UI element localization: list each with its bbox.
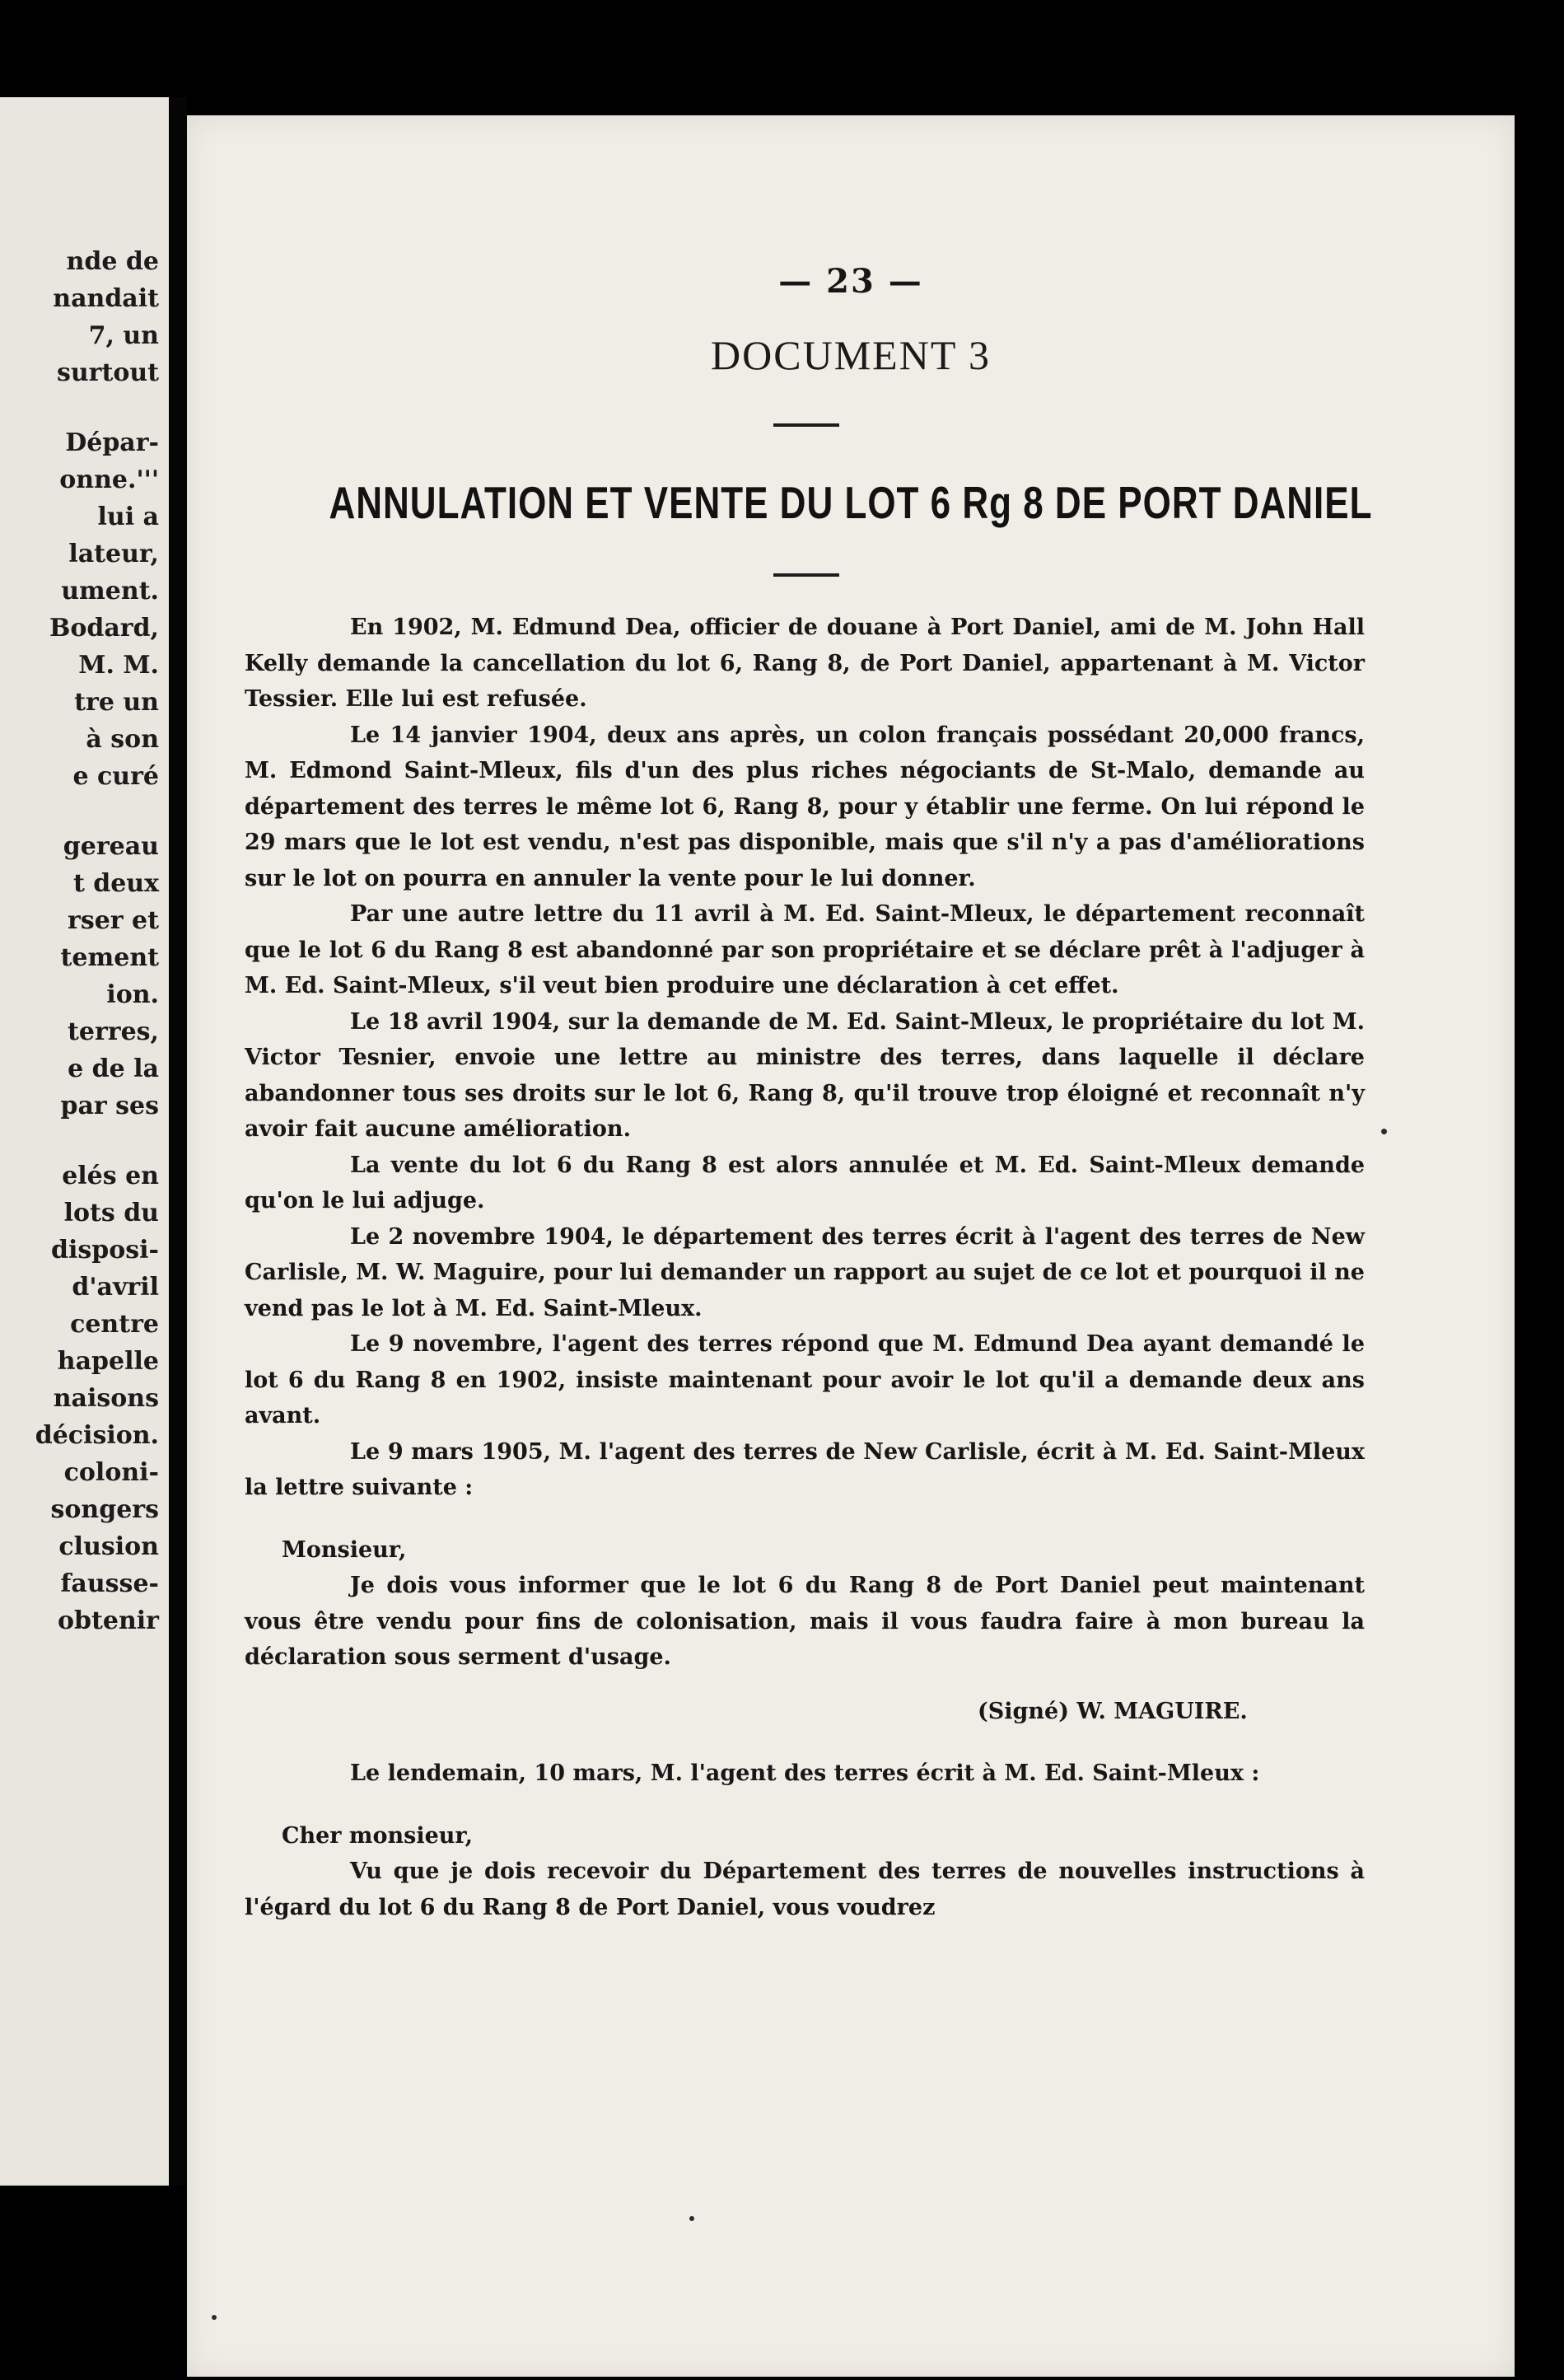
- facing-page-line: coloni-: [63, 1458, 159, 1487]
- facing-page-fragment: [0, 97, 169, 2186]
- facing-page-line: disposi-: [51, 1236, 159, 1265]
- spacer: [245, 1676, 1365, 1694]
- facing-page-line: tement: [60, 943, 159, 972]
- facing-page-line: obtenir: [58, 1606, 159, 1635]
- facing-page-line: par ses: [60, 1092, 159, 1120]
- paragraph: Par une autre lettre du 11 avril à M. Ed. Saint-Mleux, le département reconnaît que le lot 6 du Rang 8 est abandonné par son propriétaire et se déclare prêt à l'adjuger à M. Ed. Saint-Mleux, s'il veut bien produire une déclaration à cet effet.: [245, 901, 1365, 998]
- document-body: [245, 610, 1365, 1925]
- facing-page-line: lateur,: [68, 540, 159, 568]
- facing-page-line: rser et: [68, 906, 159, 935]
- spacer: [245, 1506, 1365, 1532]
- paragraph: Le 9 mars 1905, M. l'agent des terres de New Carlisle, écrit à M. Ed. Saint-Mleux la lettre suivante :: [245, 1438, 1365, 1500]
- document-label: DOCUMENT 3: [711, 332, 991, 378]
- paragraph: Le 9 novembre, l'agent des terres répond que M. Edmund Dea ayant demandé le lot 6 du Rang 8 en 1902, insiste maintenant pour avoir le lot qu'il a demande deux ans avant.: [245, 1331, 1365, 1428]
- letter-salutation: Cher monsieur,: [282, 1822, 474, 1849]
- spacer: [245, 1792, 1365, 1818]
- facing-page-line: lui a: [97, 503, 159, 531]
- facing-page-line: onne.''': [59, 465, 159, 494]
- facing-page-line: ument.: [61, 577, 159, 606]
- facing-page-line: Bodard,: [49, 614, 159, 643]
- document-page: [187, 115, 1515, 2377]
- scan-speck: [1381, 1129, 1387, 1134]
- paragraph: En 1902, M. Edmund Dea, officier de douane à Port Daniel, ami de M. John Hall Kelly demande la cancellation du lot 6, Rang 8, de Port Daniel, appartenant à M. Victor Tessier. Elle lui est refusée.: [245, 615, 1365, 712]
- paragraph: La vente du lot 6 du Rang 8 est alors annulée et M. Ed. Saint-Mleux demande qu'on le lui adjuge.: [245, 1152, 1365, 1213]
- page-gutter: [169, 97, 187, 2186]
- facing-page-line: surtout: [56, 358, 159, 387]
- document-title: ANNULATION ET VENTE DU LOT 6 Rg 8 DE PORT DANIEL: [329, 478, 1373, 529]
- facing-page-line: lots du: [63, 1199, 159, 1227]
- separator-rule: [773, 573, 839, 577]
- facing-page-line: clusion: [58, 1532, 159, 1561]
- paragraph: Le lendemain, 10 mars, M. l'agent des terres écrit à M. Ed. Saint-Mleux :: [350, 1760, 1260, 1786]
- spacer: [245, 1729, 1365, 1756]
- separator-rule: [773, 423, 839, 427]
- facing-page-line: décision.: [35, 1421, 159, 1450]
- page-number: — 23 —: [778, 262, 923, 301]
- facing-page-line: tre un: [74, 688, 159, 717]
- facing-page-line: elés en: [62, 1162, 159, 1190]
- scan-speck: [689, 2216, 694, 2221]
- facing-page-line: 7, un: [88, 321, 159, 350]
- facing-page-line: centre: [70, 1310, 159, 1339]
- letter-signature: (Signé) W. MAGUIRE.: [978, 1698, 1248, 1724]
- paragraph: Le 18 avril 1904, sur la demande de M. Ed. Saint-Mleux, le propriétaire du lot M. Victor Tesnier, envoie une lettre au ministre des terres, dans laquelle il déclare abandonner tous ses droits sur le lot 6, Rang 8, qu'il trouve trop éloigné et reconnaît n'y avoir fait aucune amélioration.: [245, 1008, 1365, 1142]
- paragraph: Le 2 novembre 1904, le département des terres écrit à l'agent des terres de New Carlisle, M. W. Maguire, pour lui demander un rapport au sujet de ce lot et pourquoi il ne vend pas le lot à M. Ed. Saint-Mleux.: [245, 1223, 1365, 1321]
- letter-salutation: Monsieur,: [282, 1536, 407, 1563]
- facing-page-line: gereau: [63, 832, 159, 861]
- scan-speck: [212, 2315, 217, 2320]
- facing-page-line: t deux: [72, 869, 159, 898]
- facing-page-line: M. M.: [78, 651, 159, 680]
- paragraph: Le 14 janvier 1904, deux ans après, un colon français possédant 20,000 francs, M. Edmond Saint-Mleux, fils d'un des plus riches négociants de St-Malo, demande au département des terres le même lot 6, Rang 8, pour y établir une ferme. On lui répond le 29 mars que le lot est vendu, n'est pas disponible, mais que s'il n'y a pas d'améliorations sur le lot on pourra en annuler la vente pour le lui donner.: [245, 722, 1365, 891]
- letter-body: Vu que je dois recevoir du Département des terres de nouvelles instructions à l'égard du lot 6 du Rang 8 de Port Daniel, vous voudrez: [245, 1859, 1365, 1920]
- facing-page-line: Dépar-: [65, 428, 159, 457]
- facing-page-line: terres,: [68, 1017, 159, 1046]
- facing-page-line: e curé: [72, 762, 159, 791]
- facing-page-line: naisons: [53, 1384, 159, 1413]
- facing-page-line: nde de: [66, 247, 159, 276]
- facing-page-line: fausse-: [60, 1569, 159, 1598]
- facing-page-line: nandait: [53, 284, 159, 313]
- facing-page-line: ion.: [106, 980, 159, 1009]
- facing-page-line: e de la: [68, 1054, 159, 1083]
- facing-page-line: hapelle: [57, 1347, 159, 1376]
- facing-page-line: songers: [50, 1495, 159, 1524]
- facing-page-line: d'avril: [72, 1273, 159, 1302]
- facing-page-line: à son: [86, 725, 159, 754]
- letter-body: Je dois vous informer que le lot 6 du Rang 8 de Port Daniel peut maintenant vous être vendu pour fins de colonisation, mais il vous faudra faire à mon bureau la déclaration sous serment d'usage.: [245, 1573, 1365, 1670]
